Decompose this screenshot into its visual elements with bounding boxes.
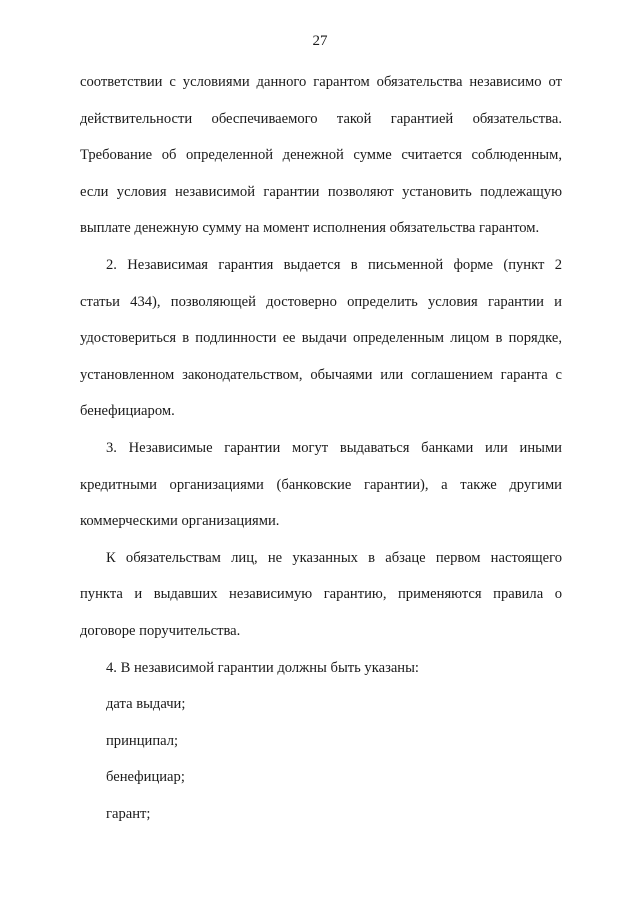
page-number: 27: [312, 33, 328, 49]
text-line: 3. Независимые гарантии могут выдаваться банками или иными: [106, 439, 562, 456]
text-line: удостовериться в подлинности ее выдачи определенным лицом в порядке,: [80, 330, 562, 347]
text-line: установленном законодательством, обычаями или соглашением гаранта с: [80, 366, 562, 383]
text-line: бенефициаром.: [80, 403, 175, 420]
text-line: договоре поручительства.: [80, 622, 241, 639]
text-line: К обязательствам лиц, не указанных в абзаце первом настоящего: [106, 549, 562, 566]
list-item: гарант;: [106, 805, 151, 822]
text-line: кредитными организациями (банковские гарантии), а также другими: [80, 476, 562, 493]
text-line: 2. Независимая гарантия выдается в письменной форме (пункт 2: [106, 256, 562, 273]
text-line: пункта и выдавших независимую гарантию, применяются правила о: [80, 586, 562, 603]
text-line: статьи 434), позволяющей достоверно определить условия гарантии и: [80, 293, 562, 310]
list-item: дата выдачи;: [106, 696, 186, 713]
document-body: [80, 64, 562, 832]
text-line: 4. В независимой гарантии должны быть указаны:: [106, 659, 419, 676]
text-line: если условия независимой гарантии позволяют установить подлежащую: [80, 183, 562, 200]
list-item: принципал;: [106, 732, 179, 749]
text-line: выплате денежную сумму на момент исполнения обязательства гарантом.: [80, 220, 540, 237]
text-line: соответствии с условиями данного гарантом обязательства независимо от: [80, 74, 562, 90]
text-line: действительности обеспечиваемого такой гарантией обязательства.: [80, 110, 562, 127]
text-line: коммерческими организациями.: [80, 513, 280, 530]
list-item: бенефициар;: [106, 769, 185, 786]
text-line: Требование об определенной денежной сумме считается соблюденным,: [80, 147, 562, 164]
